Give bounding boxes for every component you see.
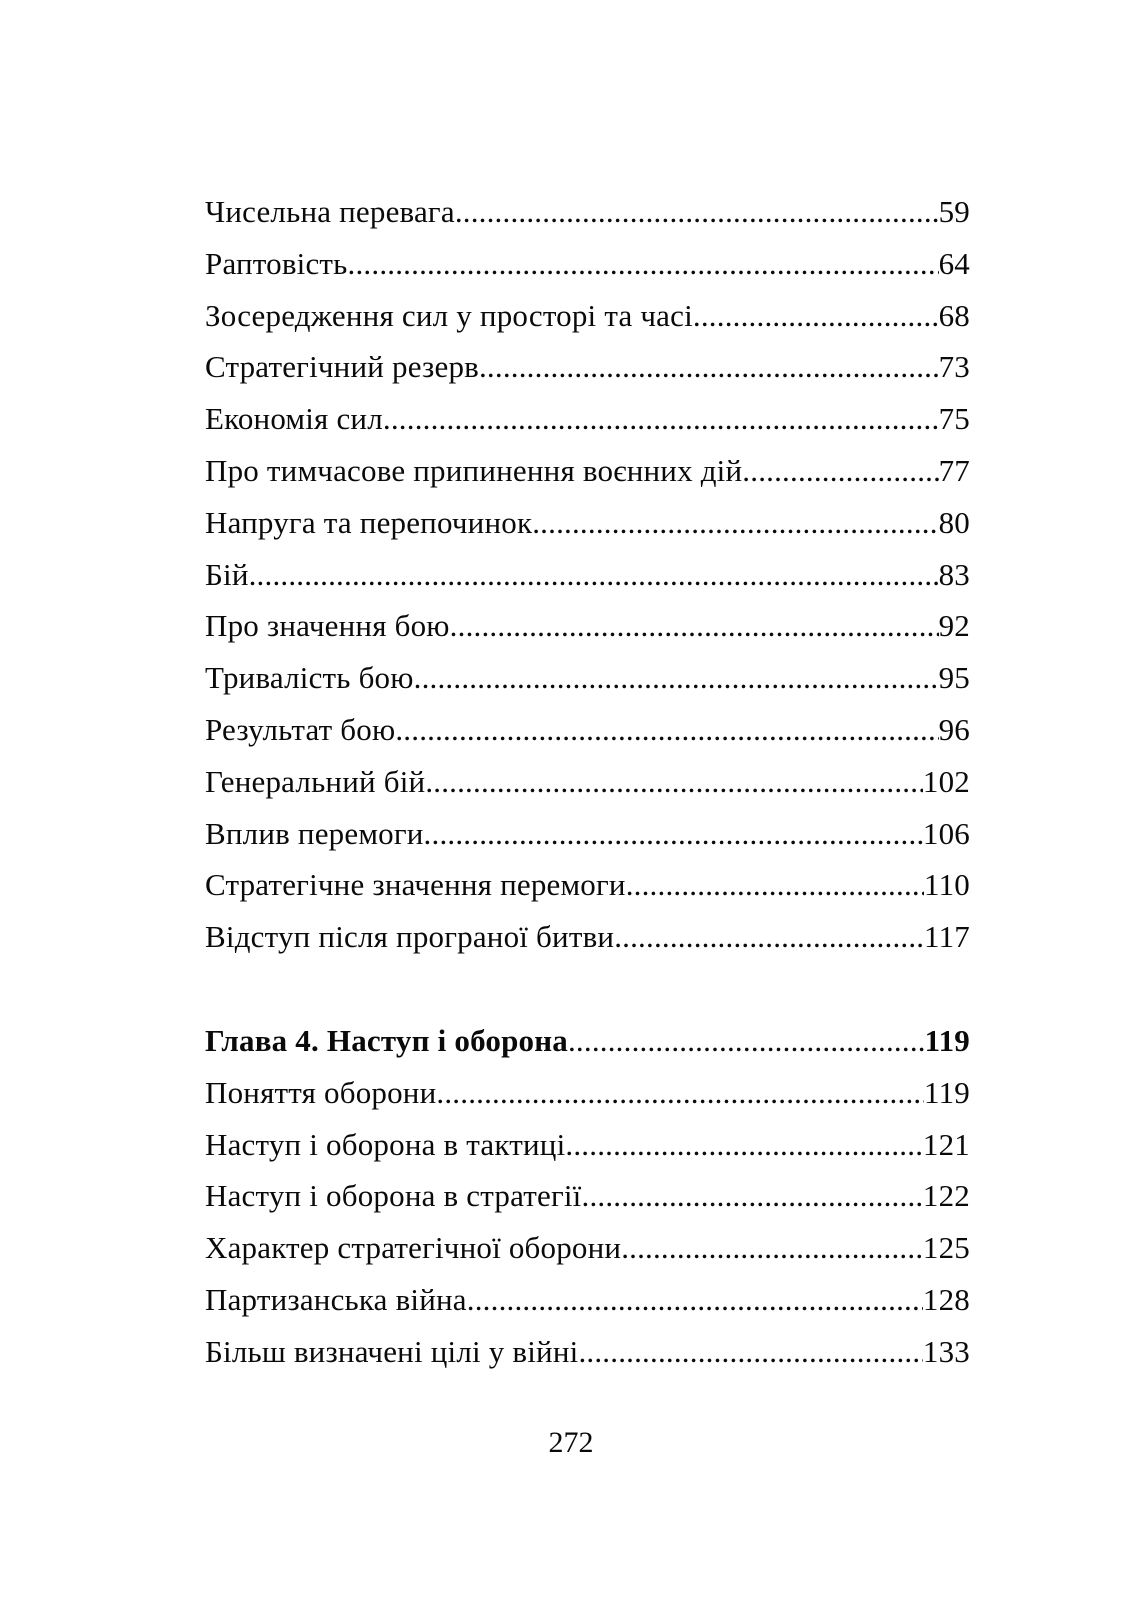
toc-entry-page: 96 [938, 711, 970, 747]
toc-entry [205, 549, 970, 601]
toc-leader-dots [565, 1119, 923, 1171]
toc-entry-title: Глава 4. Наступ і оборона [205, 1022, 568, 1058]
toc-entry-page: 75 [938, 401, 970, 437]
toc-entry-page: 68 [938, 297, 970, 333]
toc-entry-title: Вплив перемоги [205, 815, 424, 851]
toc-entry [205, 911, 970, 963]
toc-entry [205, 341, 970, 393]
toc-entry-title: Більш визначені цілі у війні [205, 1333, 579, 1369]
toc-entry-page: 133 [922, 1333, 970, 1369]
toc-entry-page: 80 [938, 504, 970, 540]
toc-entry-page: 95 [938, 660, 970, 696]
toc-entry-title: Про значення бою [205, 608, 450, 644]
toc-leader-dots [249, 549, 939, 601]
table-of-contents [205, 186, 970, 1378]
toc-section-chapter-3 [205, 186, 970, 963]
toc-entry-title: Зосередження сил у просторі та часі [205, 297, 693, 333]
toc-entry-page: 117 [924, 919, 970, 955]
toc-entry-title: Економія сил [205, 401, 383, 437]
toc-entry [205, 600, 970, 652]
toc-leader-dots [614, 911, 924, 963]
toc-leader-dots [568, 1015, 925, 1067]
toc-entry-title: Стратегічне значення перемоги [205, 867, 626, 903]
toc-entry-page: 122 [922, 1178, 970, 1214]
toc-leader-dots [348, 238, 939, 290]
toc-entry [205, 1015, 970, 1067]
toc-entry-title: Партизанська війна [205, 1281, 467, 1317]
toc-entry [205, 393, 970, 445]
toc-section-chapter-4 [205, 1015, 970, 1378]
toc-entry [205, 1222, 970, 1274]
toc-entry [205, 652, 970, 704]
toc-entry-title: Характер стратегічної оборони [205, 1230, 622, 1266]
toc-entry-title: Про тимчасове припинення воєнних дій [205, 452, 743, 488]
toc-entry-page: 119 [924, 1074, 970, 1110]
toc-entry-page: 64 [938, 245, 970, 281]
toc-entry [205, 1067, 970, 1119]
toc-entry-page: 128 [922, 1281, 970, 1317]
toc-leader-dots [742, 445, 938, 497]
toc-entry-title: Стратегічний резерв [205, 349, 479, 385]
toc-entry-page: 106 [922, 815, 970, 851]
toc-entry-page: 125 [922, 1230, 970, 1266]
toc-entry [205, 756, 970, 808]
toc-entry-title: Наступ і оборона в стратегії [205, 1178, 582, 1214]
toc-entry-page: 92 [938, 608, 970, 644]
toc-entry-title: Тривалість бою [205, 660, 414, 696]
toc-entry [205, 704, 970, 756]
toc-entry-title: Напруга та перепочинок [205, 504, 533, 540]
toc-leader-dots [414, 652, 939, 704]
toc-entry [205, 290, 970, 342]
toc-entry [205, 808, 970, 860]
page-number: 272 [548, 1426, 594, 1459]
toc-entry [205, 238, 970, 290]
toc-entry-title: Генеральний бій [205, 763, 426, 799]
toc-entry-page: 121 [922, 1126, 970, 1162]
toc-leader-dots [424, 808, 923, 860]
toc-leader-dots [621, 1222, 923, 1274]
toc-entry-title: Наступ і оборона в тактиці [205, 1126, 566, 1162]
toc-entry-title: Результат бою [205, 711, 396, 747]
toc-entry-page: 77 [938, 452, 970, 488]
toc-leader-dots [693, 290, 939, 342]
toc-entry [205, 186, 970, 238]
toc-entry-page: 102 [922, 763, 970, 799]
toc-entry [205, 445, 970, 497]
toc-entry [205, 1119, 970, 1171]
toc-entry-title: Поняття оборони [205, 1074, 437, 1110]
toc-leader-dots [479, 341, 939, 393]
toc-leader-dots [467, 1274, 923, 1326]
toc-leader-dots [425, 756, 923, 808]
toc-leader-dots [532, 497, 938, 549]
toc-leader-dots [436, 1067, 924, 1119]
toc-entry [205, 497, 970, 549]
toc-entry-title: Раптовість [205, 245, 348, 281]
toc-entry [205, 1326, 970, 1378]
toc-entry-page: 110 [924, 867, 970, 903]
toc-leader-dots [450, 600, 939, 652]
toc-entry-title: Чисельна перевага [205, 194, 455, 229]
page-footer [0, 1425, 1142, 1461]
toc-entry-page: 83 [938, 556, 970, 592]
toc-entry [205, 859, 970, 911]
toc-leader-dots [395, 704, 938, 756]
toc-entry-title: Відступ після програної битви [205, 919, 615, 955]
toc-entry [205, 1170, 970, 1222]
toc-leader-dots [578, 1326, 922, 1378]
toc-leader-dots [455, 186, 939, 238]
toc-entry-page: 59 [938, 194, 970, 229]
toc-leader-dots [383, 393, 939, 445]
toc-entry [205, 1274, 970, 1326]
toc-leader-dots [626, 859, 924, 911]
toc-entry-page: 119 [924, 1022, 970, 1058]
toc-entry-page: 73 [938, 349, 970, 385]
toc-entry-title: Бій [205, 556, 249, 592]
toc-leader-dots [582, 1170, 923, 1222]
